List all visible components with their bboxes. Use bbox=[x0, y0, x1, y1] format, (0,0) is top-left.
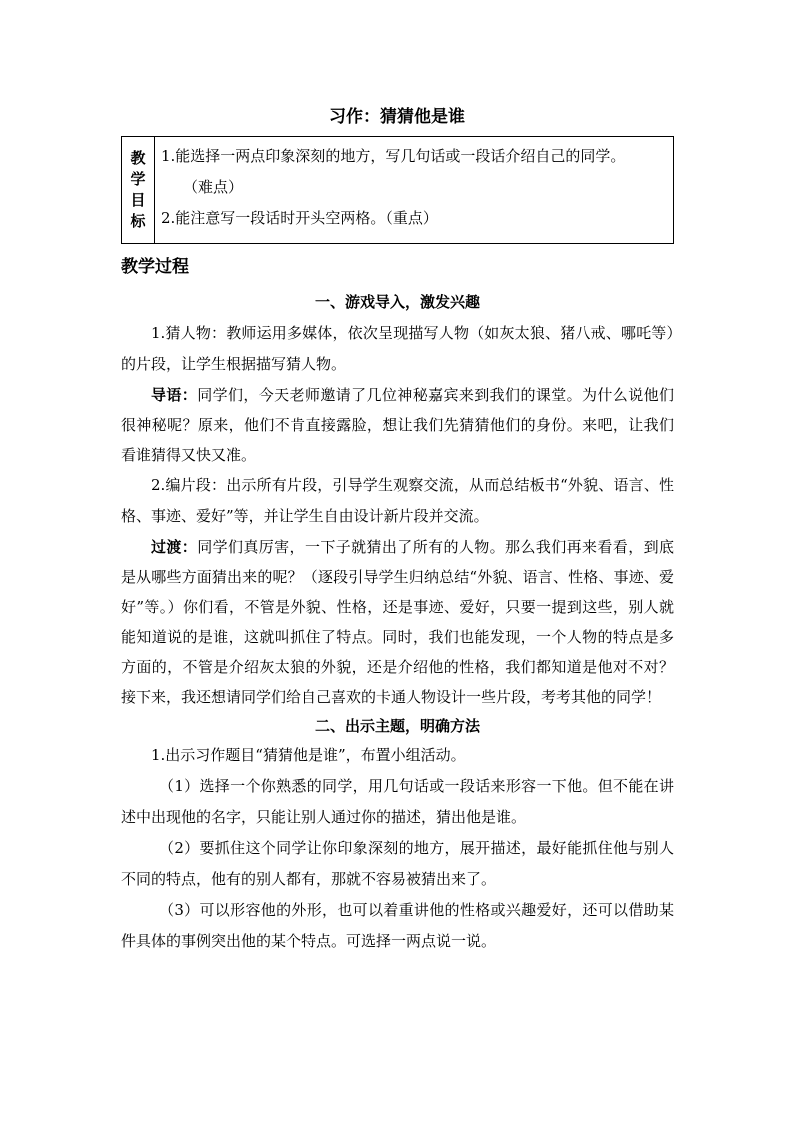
process-heading: 教学过程 bbox=[121, 257, 189, 277]
section-2-paragraph-1: 1.出示习作题目“猜猜他是谁”，布置小组活动。 bbox=[151, 746, 466, 764]
section-1-heading: 一、游戏导入，激发兴趣 bbox=[314, 293, 480, 311]
teaching-goals-label: 教学目标 bbox=[130, 149, 146, 230]
guodu-text: 同学们真厉害，一下子就猜出了所有的人物。那么我们再来看看，到底是从哪些方面猜出来的呢？（逐段引导学生归纳总结“外貌、语言、性格、事迹、爱好”等。）你们看，不管是外貌、性格，还是事迹、爱好，只要一提到这些，别人就能知道说的是谁，这就叫抓住了特点。同时，我们也能发现，一个人物的特点是多方面的，不管是介绍灰太狼的外貌，还是介绍他的性格，我们都知道是他对不对？接下来，我还想请同学们给自己喜欢的卡通人物设计一些片段，考考其他的同学！ bbox=[121, 538, 674, 706]
teaching-goals-table bbox=[121, 136, 674, 244]
section-1-paragraph-2: 2.编片段：出示所有片段，引导学生观察交流，从而总结板书“外貌、语言、性格、事迹、爱好”等，并让学生自由设计新片段并交流。 bbox=[121, 476, 674, 525]
goal-item-2: 2.能注意写一段话时开头空两格。（重点） bbox=[161, 209, 438, 227]
section-2-heading: 二、出示主题，明确方法 bbox=[314, 717, 480, 735]
daoyu-text: 同学们，今天老师邀请了几位神秘嘉宾来到我们的课堂。为什么说他们很神秘呢？原来，他们不肯直接露脸，想让我们先猜猜他们的身份。来吧，让我们看谁猜得又快又准。 bbox=[121, 386, 674, 464]
teaching-process bbox=[121, 288, 674, 957]
teaching-goals-label-cell bbox=[122, 137, 155, 244]
section-1-paragraph-1: 1.猜人物：教师运用多媒体，依次呈现描写人物（如灰太狼、猪八戒、哪吒等）的片段，让学生根据描写猜人物。 bbox=[121, 324, 674, 373]
page-title: 习作：猜猜他是谁 bbox=[329, 107, 465, 127]
section-2-item-3: （3）可以形容他的外形，也可以着重讲他的性格或兴趣爱好，还可以借助某件具体的事例突出他的某个特点。可选择一两点说一说。 bbox=[121, 901, 674, 950]
section-2-item-1: （1）选择一个你熟悉的同学，用几句话或一段话来形容一下他。但不能在讲述中出现他的名字，只能让别人通过你的描述，猜出他是谁。 bbox=[121, 777, 674, 826]
guodu-label: 过渡： bbox=[151, 538, 198, 556]
daoyu-label: 导语： bbox=[151, 386, 198, 404]
section-1-daoyu-paragraph bbox=[121, 380, 674, 470]
goal-item-1: 1.能选择一两点印象深刻的地方，写几句话或一段话介绍自己的同学。 bbox=[161, 147, 626, 165]
section-1-guodu-paragraph bbox=[121, 532, 674, 712]
section-2-item-2: （2）要抓住这个同学让你印象深刻的地方，展开描述，最好能抓住他与别人不同的特点，他有的别人都有，那就不容易被猜出来了。 bbox=[121, 839, 674, 888]
goal-item-1-note: （难点） bbox=[183, 178, 244, 196]
teaching-goals-content bbox=[155, 137, 674, 244]
